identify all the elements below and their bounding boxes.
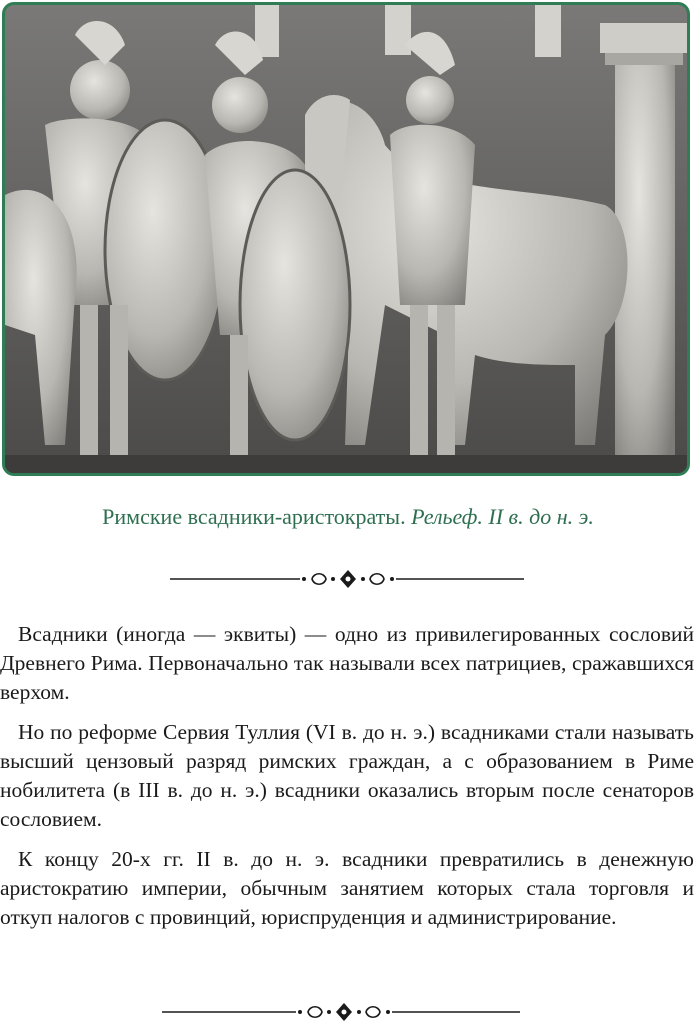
paragraph: Но по реформе Сервия Туллия (VI в. до н. э.) всадниками стали называть высший цензовый разряд римских граждан, а с образованием в Риме нобилитета (в III в. до н. э.) всадники оказались вторым после сенаторов сословием. — [0, 720, 694, 831]
article-text — [0, 620, 694, 943]
ornamental-divider-icon — [0, 1000, 696, 1024]
relief-photo — [2, 2, 690, 476]
ornamental-divider-icon — [0, 567, 696, 591]
figure-caption — [0, 504, 696, 530]
caption-main: Римские всадники-аристократы. — [102, 504, 406, 529]
paragraph: Всадники (иногда — эквиты) — одно из привилегированных сословий Древнего Рима. Первоначально так называли всех патрициев, сражавшихся верхом. — [0, 622, 694, 704]
paragraph: К концу 20-х гг. II в. до н. э. всадники превратились в денежную аристократию империи, обычным занятием которых стала торговля и откуп налогов с провинций, юриспруденция и администрирование. — [0, 847, 694, 929]
caption-italic: Рельеф. II в. до н. э. — [411, 504, 594, 529]
relief-image — [5, 5, 687, 473]
